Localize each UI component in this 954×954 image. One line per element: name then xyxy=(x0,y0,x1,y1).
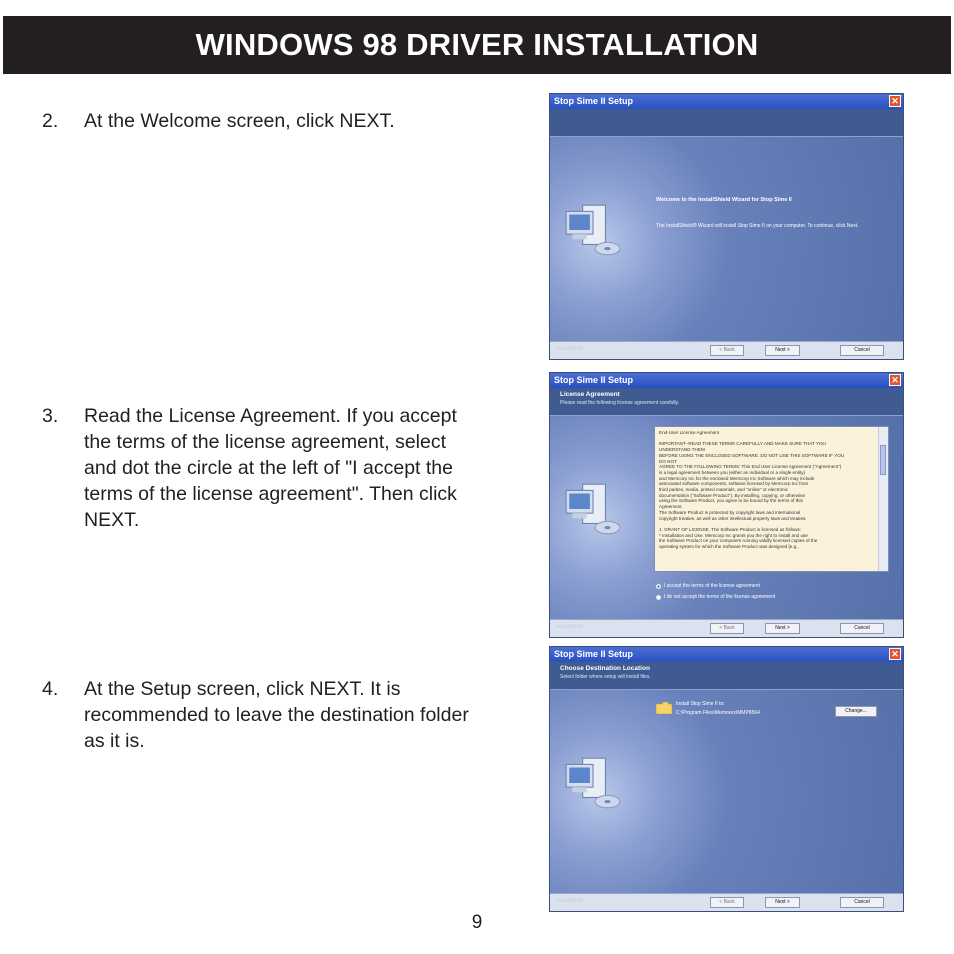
computer-icon xyxy=(562,752,624,814)
license-line: the Software Product on your computers running validly licensed copies of the xyxy=(659,538,818,544)
computer-icon xyxy=(562,199,624,261)
license-line: BEFORE USING THE ENCLOSED SOFTWARE. DO NOT USE THIS SOFTWARE IF YOU xyxy=(659,452,845,458)
license-line: documentation ("Software Product"). By installing, copying, or otherwise xyxy=(659,492,805,498)
step-line: At the Setup screen, click NEXT. It is xyxy=(84,678,401,700)
section-title: License Agreement xyxy=(560,391,620,398)
cancel-button[interactable]: Cancel xyxy=(840,345,884,356)
window-titlebar xyxy=(550,94,903,109)
license-line: * Installation and Use. Memcorp Inc grants you the right to install and use xyxy=(659,532,808,538)
window-titlebar xyxy=(550,647,903,662)
step-number: 2. xyxy=(42,110,59,132)
license-line: IMPORTANT--READ THESE TERMS CAREFULLY AND MAKE SURE THAT YOU xyxy=(659,441,826,447)
welcome-title: Welcome to the InstallShield Wizard for Stop Sime II xyxy=(656,197,792,203)
next-button[interactable]: Next > xyxy=(765,345,800,356)
step-number: 4. xyxy=(42,678,59,700)
license-line: 1. GRANT OF LICENSE. The Software Product is licensed as follows: xyxy=(659,526,802,532)
license-line: The Software Product is protected by copyright laws and international xyxy=(659,509,801,515)
window-body xyxy=(550,137,903,341)
radio-unselected-icon[interactable] xyxy=(656,595,661,600)
step-line: At the Welcome screen, click NEXT. xyxy=(84,110,395,132)
license-line: third parties, media, printed materials, and "online" or electronic xyxy=(659,487,788,493)
license-line: operating system for which the Software Product was designed [e.g., xyxy=(659,544,799,550)
cancel-button[interactable]: Cancel xyxy=(840,623,884,634)
page-title: WINDOWS 98 DRIVER INSTALLATION xyxy=(195,27,759,62)
window-title: Stop Sime II Setup xyxy=(554,375,634,385)
installshield-label: InstallShield xyxy=(556,346,583,352)
header-banner xyxy=(3,16,951,74)
folder-icon xyxy=(656,702,672,714)
decline-label: I do not accept the terms of the license agreement xyxy=(664,594,776,600)
window-titlebar xyxy=(550,373,903,388)
install-path: C:\Program Files\Memorex\MMP8564 xyxy=(676,710,760,716)
license-line: DO NOT xyxy=(659,458,677,464)
step-2 xyxy=(42,108,532,134)
license-line: Agreement. xyxy=(659,504,683,510)
scrollbar-thumb[interactable] xyxy=(880,445,886,475)
step-line: NEXT. xyxy=(84,509,140,531)
page-number: 9 xyxy=(471,912,483,933)
install-label: Install Stop Sime II to: xyxy=(676,701,725,707)
window-subheader xyxy=(550,109,903,137)
welcome-text: The InstallShield® Wizard will install Stop Sime II on your computer. To continue, click Next. xyxy=(656,223,859,229)
change-button[interactable]: Change... xyxy=(835,706,877,717)
section-title: Choose Destination Location xyxy=(560,665,650,672)
close-icon[interactable]: ✕ xyxy=(889,648,901,660)
accept-radio-option[interactable] xyxy=(656,583,760,589)
decline-radio-option[interactable] xyxy=(656,594,775,600)
window-title: Stop Sime II Setup xyxy=(554,96,634,106)
step-line: and dot the circle at the left of "I accept the xyxy=(84,457,453,479)
section-description: Please read the following license agreement carefully. xyxy=(560,400,680,406)
step-4 xyxy=(42,676,532,754)
license-line: AGREE TO THE FOLLOWING TERMS: This End User License Agreement ("Agreement") xyxy=(659,464,842,470)
step-number: 3. xyxy=(42,405,59,427)
license-line: associated software components, software licensed by Memcorp Inc from xyxy=(659,481,809,487)
step-line: recommended to leave the destination folder xyxy=(84,704,469,726)
license-line: End-User License Agreement xyxy=(659,430,720,435)
step-line: the terms of the license agreement, select xyxy=(84,431,447,453)
license-scrollbar[interactable] xyxy=(878,427,888,571)
window-title: Stop Sime II Setup xyxy=(554,649,634,659)
window-footer xyxy=(550,619,903,637)
close-icon[interactable]: ✕ xyxy=(889,95,901,107)
section-description: Select folder where setup will install files. xyxy=(560,674,651,680)
window-footer xyxy=(550,341,903,359)
step-line: as it is. xyxy=(84,730,145,752)
installshield-label: InstallShield xyxy=(556,624,583,630)
back-button[interactable]: < Back xyxy=(710,345,744,356)
step-3 xyxy=(42,403,532,533)
window-subheader xyxy=(550,662,903,690)
next-button[interactable]: Next > xyxy=(765,897,800,908)
back-button[interactable]: < Back xyxy=(710,623,744,634)
welcome-window-screenshot xyxy=(549,93,904,360)
license-line: using the Software Product, you agree to be bound by the terms of this xyxy=(659,498,803,504)
accept-label: I accept the terms of the license agreement xyxy=(664,583,760,589)
step-line: Read the License Agreement. If you accept xyxy=(84,405,457,427)
license-text-area[interactable] xyxy=(654,426,889,572)
license-line: and Memcorp Inc for the enclosed Memcorp Inc Software which may include xyxy=(659,475,815,481)
close-icon[interactable]: ✕ xyxy=(889,374,901,386)
computer-icon xyxy=(562,478,624,540)
cancel-button[interactable]: Cancel xyxy=(840,897,884,908)
radio-selected-icon[interactable] xyxy=(656,584,661,589)
step-line: terms of the license agreement". Then click xyxy=(84,483,457,505)
installshield-label: InstallShield xyxy=(556,898,583,904)
window-body xyxy=(550,416,903,619)
destination-window-screenshot xyxy=(549,646,904,912)
license-window-screenshot xyxy=(549,372,904,638)
back-button[interactable]: < Back xyxy=(710,897,744,908)
window-footer xyxy=(550,893,903,911)
license-line: is a legal agreement between you (either an individual or a single entity) xyxy=(659,469,806,475)
window-subheader xyxy=(550,388,903,416)
license-line: copyright treaties, as well as other intellectual property laws and treaties. xyxy=(659,515,807,521)
window-body xyxy=(550,690,903,893)
license-line: UNDERSTAND THEM xyxy=(659,447,705,453)
next-button[interactable]: Next > xyxy=(765,623,800,634)
